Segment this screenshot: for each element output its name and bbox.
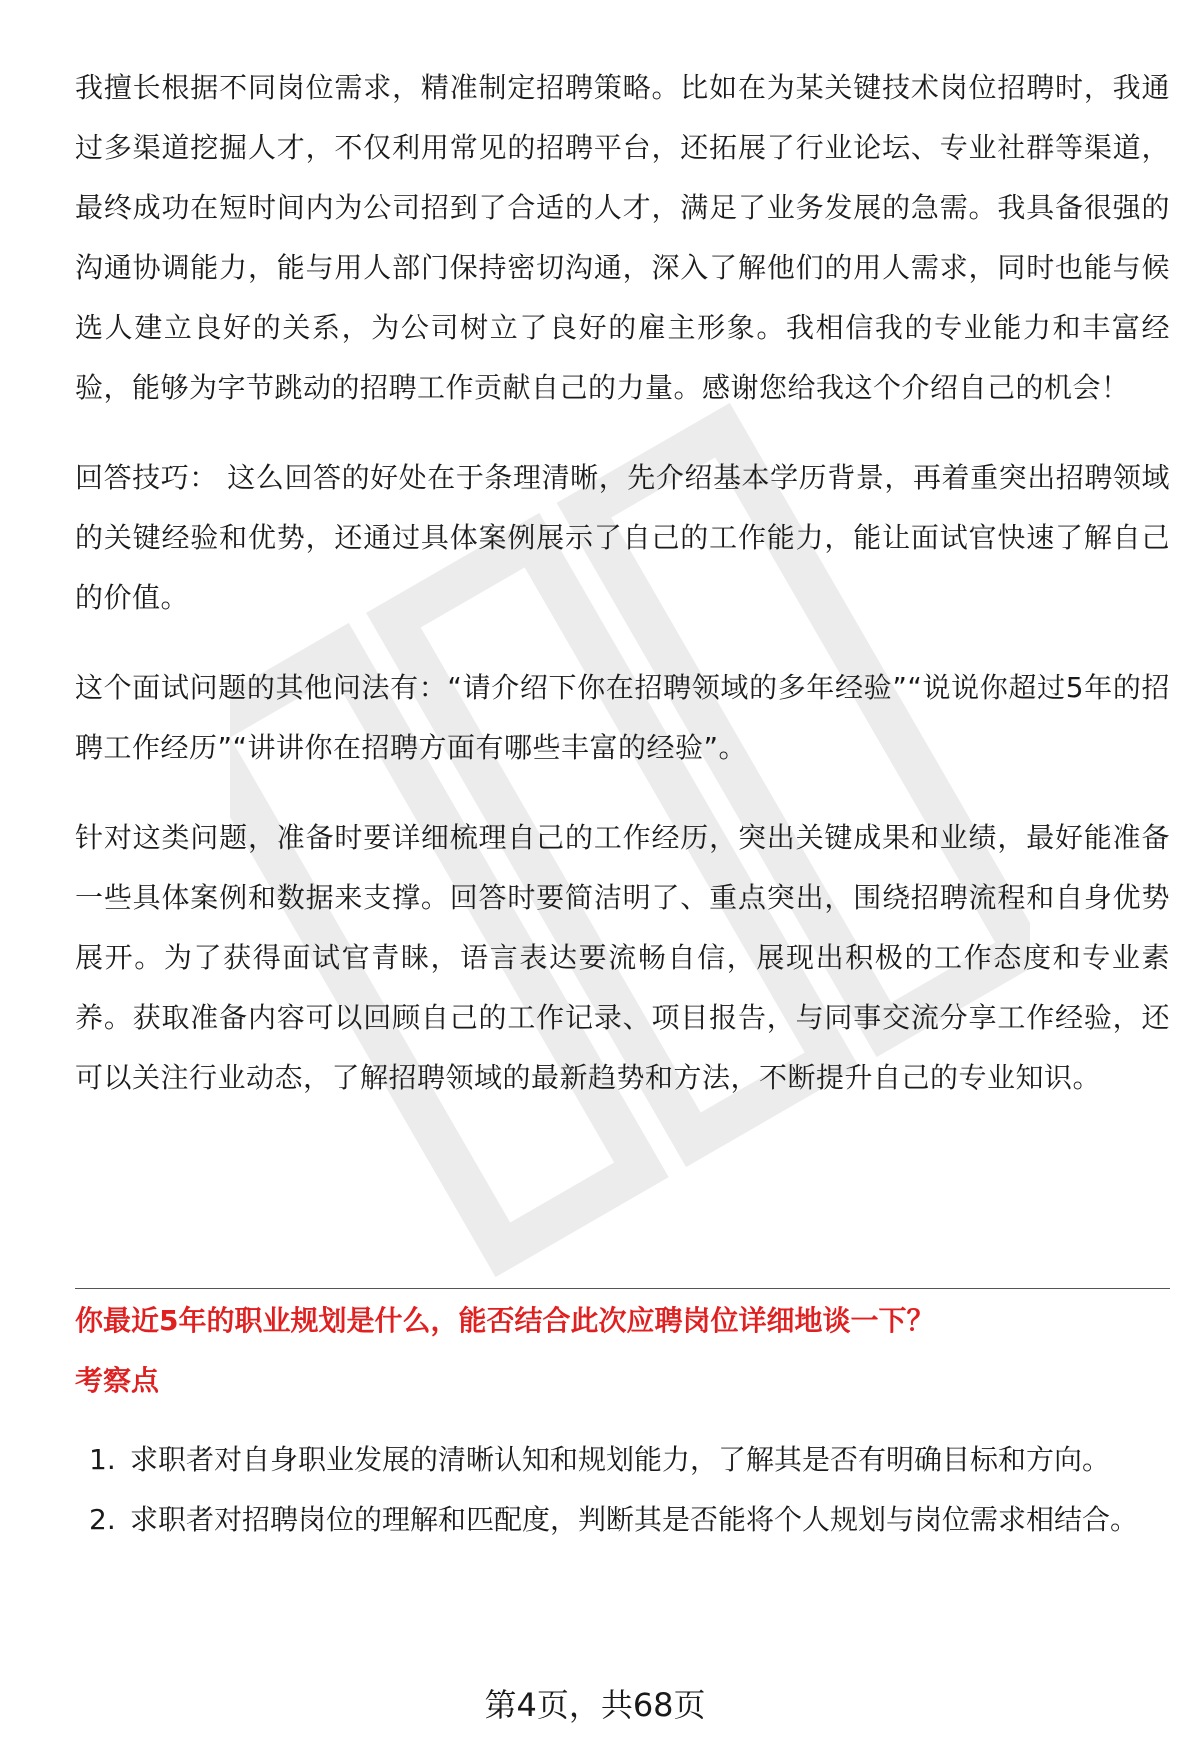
list-item-number: 2. — [89, 1503, 116, 1536]
assessment-points-list — [75, 1430, 1170, 1550]
list-item-text: 求职者对自身职业发展的清晰认知和规划能力，了解其是否有明确目标和方向。 — [130, 1443, 1111, 1476]
paragraph-intro: 我擅长根据不同岗位需求，精准制定招聘策略。比如在为某关键技术岗位招聘时，我通过多渠道挖掘人才，不仅利用常见的招聘平台，还拓展了行业论坛、专业社群等渠道，最终成功在短时间内为公司招到了合适的人才，满足了业务发展的急需。我具备很强的沟通协调能力，能与用人部门保持密切沟通，深入了解他们的用人需求，同时也能与候选人建立良好的关系，为公司树立了良好的雇主形象。我相信我的专业能力和丰富经验，能够为字节跳动的招聘工作贡献自己的力量。感谢您给我这个介绍自己的机会！ — [75, 71, 1170, 404]
document-body — [75, 58, 1170, 1108]
section-divider — [75, 1288, 1170, 1289]
list-item-number: 1. — [89, 1443, 116, 1476]
question-title: 你最近5年的职业规划是什么，能否结合此次应聘岗位详细地谈一下？ — [75, 1304, 935, 1337]
list-item-text: 求职者对招聘岗位的理解和匹配度，判断其是否能将个人规划与岗位需求相结合。 — [130, 1503, 1139, 1536]
list-item — [75, 1430, 1170, 1490]
page-footer: 第4页，共68页 — [484, 1686, 706, 1724]
list-item — [75, 1490, 1170, 1550]
paragraph-preparation-advice: 针对这类问题，准备时要详细梳理自己的工作经历，突出关键成果和业绩，最好能准备一些具体案例和数据来支撑。回答时要简洁明了、重点突出，围绕招聘流程和自身优势展开。为了获得面试官青睐，语言表达要流畅自信，展现出积极的工作态度和专业素养。获取准备内容可以回顾自己的工作记录、项目报告，与同事交流分享工作经验，还可以关注行业动态，了解招聘领域的最新趋势和方法，不断提升自己的专业知识。 — [75, 821, 1170, 1094]
paragraph-alternate-questions: 这个面试问题的其他问法有：“请介绍下你在招聘领域的多年经验”“说说你超过5年的招聘工作经历”“讲讲你在招聘方面有哪些丰富的经验”。 — [75, 671, 1170, 764]
paragraph-answer-tips: 回答技巧： 这么回答的好处在于条理清晰，先介绍基本学历背景，再着重突出招聘领域的关键经验和优势，还通过具体案例展示了自己的工作能力，能让面试官快速了解自己的价值。 — [75, 461, 1170, 614]
section-label-assessment-points: 考察点 — [75, 1364, 160, 1397]
